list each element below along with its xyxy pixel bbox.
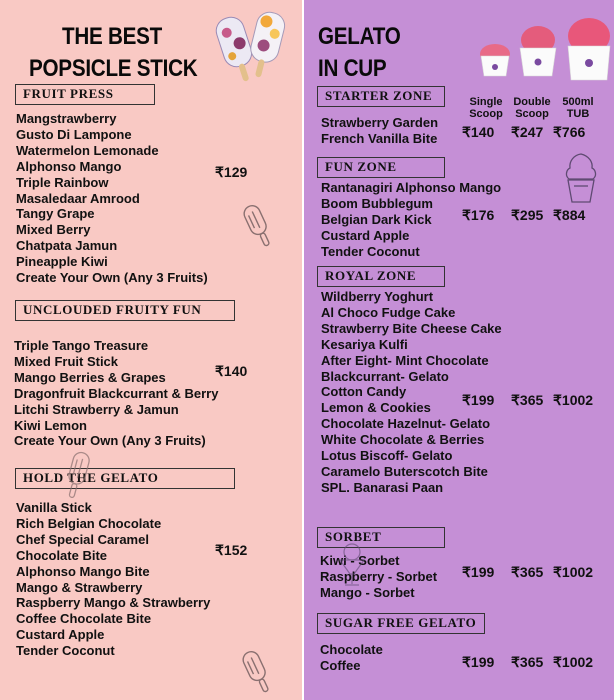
- menu-item: Custard Apple: [321, 227, 410, 243]
- menu-item: Coffee: [320, 657, 361, 673]
- menu-item: Chocolate: [320, 642, 383, 657]
- menu-item: Kesariya Kulfi: [321, 336, 408, 352]
- menu-item: Kiwi Lemon: [14, 417, 87, 433]
- menu-item: Mango - Sorbet: [320, 584, 415, 600]
- starter-zone-price-double: ₹247: [511, 124, 544, 140]
- menu-item: Mango & Strawberry: [16, 579, 143, 595]
- menu-item: French Vanilla Bite: [321, 130, 438, 146]
- fun-zone-price-tub: ₹884: [553, 207, 586, 223]
- menu-item: Tender Coconut: [321, 243, 420, 259]
- menu-item: Alphonso Mango Bite: [16, 563, 150, 579]
- starter-zone-list: [321, 115, 438, 147]
- fun-zone-price-double: ₹295: [511, 207, 544, 223]
- menu-item: Gusto Di Lampone: [16, 126, 132, 142]
- menu-item: Tender Coconut: [16, 643, 115, 659]
- menu-item: Strawberry Bite Cheese Cake: [321, 320, 502, 336]
- hold-the-gelato-list: [16, 500, 210, 659]
- panel-divider: [302, 0, 304, 700]
- sorbet-price-tub: ₹1002: [553, 564, 594, 580]
- menu-item: Triple Rainbow: [16, 174, 109, 190]
- gelato-cup-outline-icon: [560, 150, 602, 206]
- gelato-cups-image: [476, 14, 614, 82]
- fun-zone-price-single: ₹176: [462, 207, 495, 223]
- menu-item: Strawberry Garden: [321, 115, 439, 130]
- menu-item: Mixed Fruit Stick: [14, 353, 119, 369]
- menu-item: Rantanagiri Alphonso Mango: [321, 180, 502, 195]
- starter-zone-price-tub: ₹766: [553, 124, 586, 140]
- section-heading-sugar-free-gelato: SUGAR FREE GELATO: [317, 613, 485, 634]
- menu-item: Pineapple Kiwi: [16, 254, 108, 270]
- popsicle-title-line1: THE BEST: [62, 23, 163, 50]
- menu-item: Kiwi - Sorbet: [320, 553, 400, 568]
- menu-item: Create Your Own (Any 3 Fruits): [14, 433, 206, 449]
- unclouded-fruity-fun-list: [14, 338, 218, 449]
- menu-item: Chatpata Jamun: [16, 238, 118, 254]
- menu-item: Boom Bubblegum: [321, 195, 433, 211]
- menu-item: White Chocolate & Berries: [321, 432, 485, 448]
- section-heading-hold-the-gelato: HOLD THE GELATO: [15, 468, 235, 489]
- sorbet-glass-outline-icon: [332, 540, 372, 590]
- menu-item: Blackcurrant- Gelato: [321, 368, 449, 384]
- section-heading-fruit-press: FRUIT PRESS: [15, 84, 155, 105]
- fruit-press-price: ₹129: [215, 164, 248, 180]
- sorbet-price-single: ₹199: [462, 564, 495, 580]
- section-heading-unclouded-fruity-fun: UNCLOUDED FRUITY FUN: [15, 300, 235, 321]
- sugar-free-price-tub: ₹1002: [553, 654, 594, 670]
- menu-item: Raspberry Mango & Strawberry: [16, 595, 211, 611]
- popsicle-image: [214, 8, 288, 88]
- column-header-single-scoop: Single Scoop: [469, 96, 503, 120]
- popsicle-outline-icon: [238, 646, 278, 698]
- hold-the-gelato-price: ₹152: [215, 542, 248, 558]
- menu-item: Watermelon Lemonade: [16, 142, 159, 158]
- section-heading-fun-zone: FUN ZONE: [317, 157, 445, 178]
- menu-item: Cotton Candy: [321, 384, 407, 400]
- popsicle-outline-icon: [240, 200, 278, 252]
- gelato-title-line2: IN CUP: [318, 55, 387, 82]
- menu-item: Masaledaar Amrood: [16, 190, 140, 206]
- unclouded-fruity-fun-price: ₹140: [215, 363, 248, 379]
- menu-item: Tangy Grape: [16, 206, 95, 222]
- section-heading-starter-zone: STARTER ZONE: [317, 86, 445, 107]
- royal-zone-price-single: ₹199: [462, 392, 495, 408]
- royal-zone-price-double: ₹365: [511, 392, 544, 408]
- menu-item: Chocolate Hazelnut- Gelato: [321, 416, 491, 432]
- menu-item: Chocolate Bite: [16, 547, 108, 563]
- royal-zone-price-tub: ₹1002: [553, 392, 594, 408]
- menu-item: Litchi Strawberry & Jamun: [14, 401, 179, 417]
- menu-item: Alphonso Mango: [16, 158, 122, 174]
- column-header-double-scoop: Double Scoop: [513, 96, 551, 120]
- popsicle-title-line2: POPSICLE STICK: [29, 55, 198, 82]
- menu-item: Rich Belgian Chocolate: [16, 515, 162, 531]
- section-heading-royal-zone: ROYAL ZONE: [317, 266, 445, 287]
- menu-item: Create Your Own (Any 3 Fruits): [16, 270, 208, 286]
- menu-item: Triple Tango Treasure: [14, 338, 149, 353]
- menu-item: SPL. Banarasi Paan: [321, 479, 444, 495]
- menu-item: Lemon & Cookies: [321, 400, 431, 416]
- popsicle-outline-icon: [58, 448, 96, 504]
- menu-item: Dragonfruit Blackcurrant & Berry: [14, 385, 219, 401]
- menu-item: Belgian Dark Kick: [321, 211, 432, 227]
- menu-item: Raspberry - Sorbet: [320, 568, 438, 584]
- sugar-free-gelato-list: [320, 642, 383, 674]
- starter-zone-price-single: ₹140: [462, 124, 495, 140]
- menu-item: Chef Special Caramel: [16, 531, 149, 547]
- fruit-press-list: [16, 111, 208, 286]
- menu-item: After Eight- Mint Chocolate: [321, 352, 489, 368]
- menu-item: Caramelo Buterscotch Bite: [321, 463, 488, 479]
- menu-item: Al Choco Fudge Cake: [321, 304, 456, 320]
- menu-item: Vanilla Stick: [16, 500, 92, 515]
- menu-item: Custard Apple: [16, 627, 105, 643]
- section-heading-sorbet: SORBET: [317, 527, 445, 548]
- menu-item: Mixed Berry: [16, 222, 91, 238]
- menu-item: Lotus Biscoff- Gelato: [321, 448, 453, 464]
- menu-item: Mangstrawberry: [16, 111, 117, 126]
- gelato-title-line1: GELATO: [318, 23, 401, 50]
- column-header-tub: 500ml TUB: [562, 96, 594, 120]
- menu-item: Coffee Chocolate Bite: [16, 611, 152, 627]
- menu-item: Wildberry Yoghurt: [321, 289, 434, 304]
- menu-item: Mango Berries & Grapes: [14, 369, 166, 385]
- sugar-free-price-single: ₹199: [462, 654, 495, 670]
- sorbet-price-double: ₹365: [511, 564, 544, 580]
- sugar-free-price-double: ₹365: [511, 654, 544, 670]
